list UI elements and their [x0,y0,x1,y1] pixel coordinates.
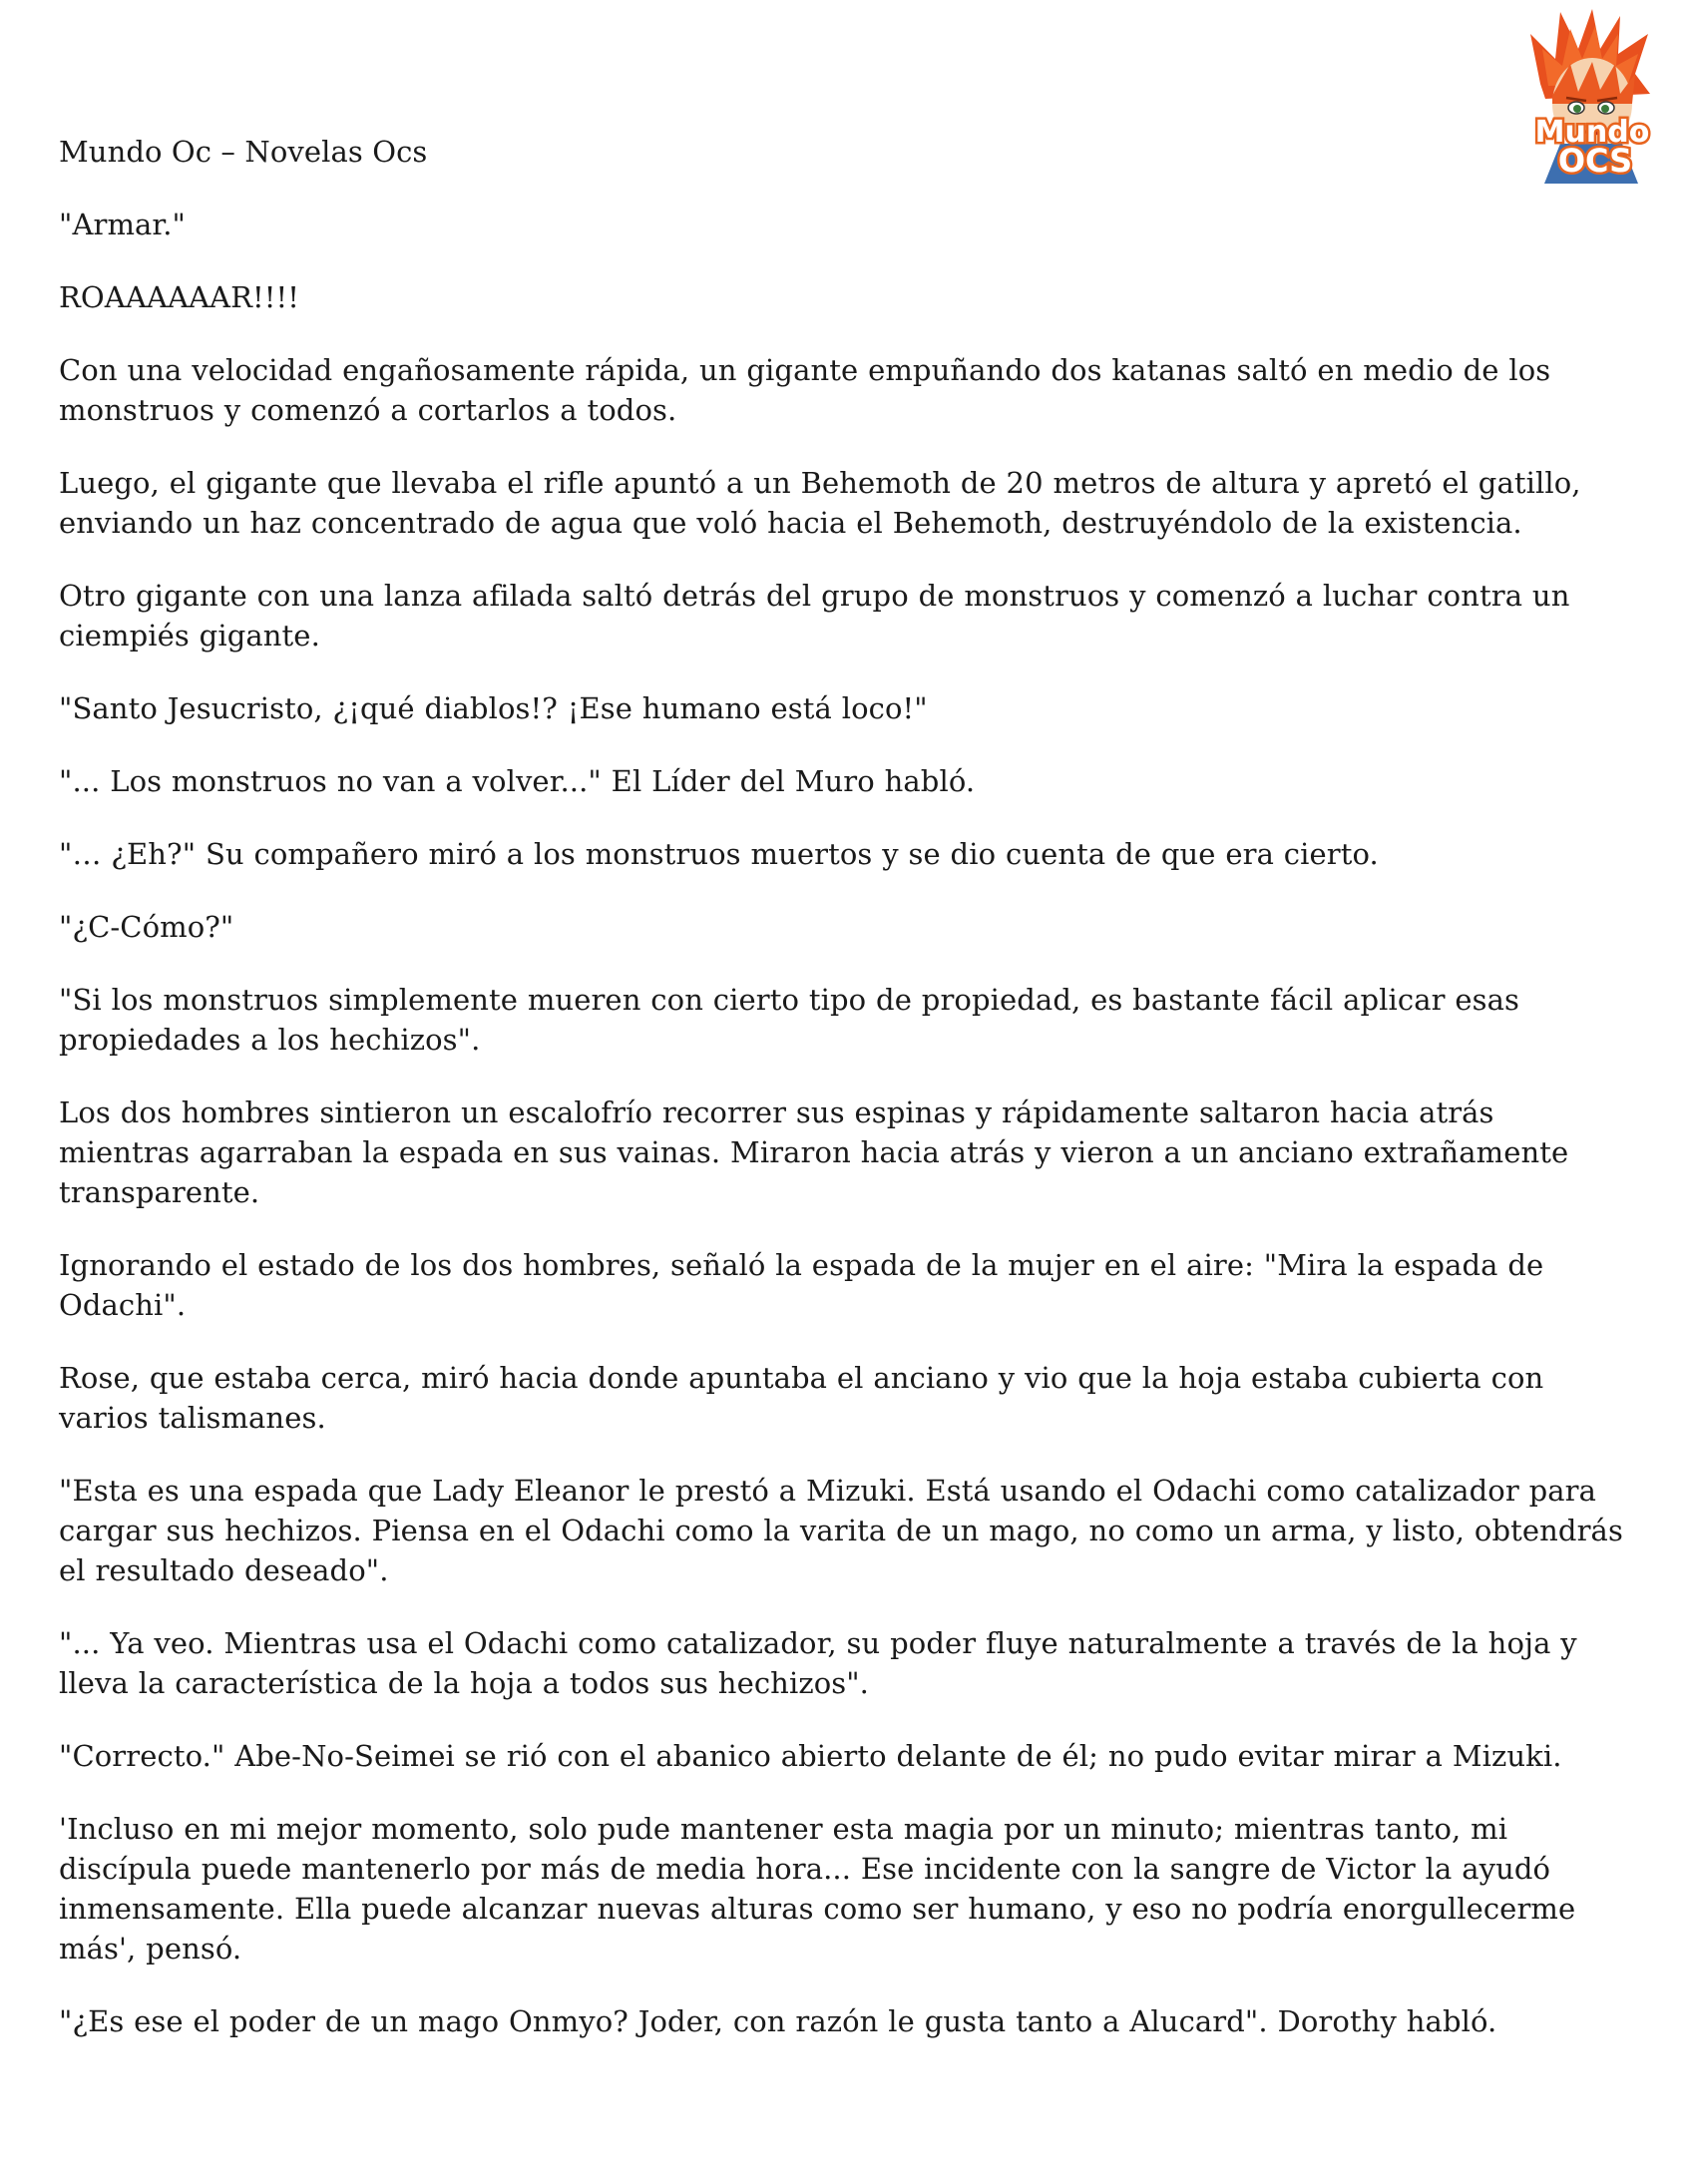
logo-text-ocs: OCS [1557,142,1633,180]
paragraph: Luego, el gigante que llevaba el rifle apuntó a un Behemoth de 20 metros de altura y apretó el gatillo, enviando un haz concentrado de agua que voló hacia el Behemoth, destruyéndolo de la existencia. [59,466,1581,540]
paragraph: "Correcto." Abe-No-Seimei se rió con el abanico abierto delante de él; no pudo evitar mirar a Mizuki. [59,1739,1562,1773]
paragraph: "Si los monstruos simplemente mueren con cierto tipo de propiedad, es bastante fácil aplicar esas propiedades a los hechizos". [59,983,1520,1057]
paragraph: "... Los monstruos no van a volver..." El Líder del Muro habló. [59,764,976,798]
paragraph: "¿Es ese el poder de un mago Onmyo? Joder, con razón le gusta tanto a Alucard". Dorothy habló. [59,2004,1497,2038]
paragraph: "Armar." [59,208,186,241]
paragraph: 'Incluso en mi mejor momento, solo pude mantener esta magia por un minuto; mientras tanto, mi discípula puede mantenerlo por más de media hora... Ese incidente con la sangre de Victor la ayudó inmensamente. Ella puede alcanzar nuevas alturas como ser humano, y eso no podría enorgullecerme más', pensó. [59,1812,1576,1966]
paragraph: "¿C-Cómo?" [59,910,234,944]
paragraph: "Santo Jesucristo, ¿¡qué diablos!? ¡Ese humano está loco!" [59,691,928,725]
paragraph: Otro gigante con una lanza afilada saltó detrás del grupo de monstruos y comenzó a luchar contra un ciempiés gigante. [59,579,1570,653]
paragraph: Con una velocidad engañosamente rápida, un gigante empuñando dos katanas saltó en medio de los monstruos y comenzó a cortarlos a todos. [59,353,1551,427]
source-header: Mundo Oc – Novelas Ocs [59,135,428,169]
paragraph: "... Ya veo. Mientras usa el Odachi como catalizador, su poder fluye naturalmente a través de la hoja y lleva la característica de la hoja a todos sus hechizos". [59,1626,1577,1700]
logo-text-mundo: Mundo [1534,115,1650,150]
paragraph: ROAAAAAAR!!!! [59,280,300,314]
mundo-ocs-logo [1500,4,1680,184]
paragraph: "Esta es una espada que Lady Eleanor le prestó a Mizuki. Está usando el Odachi como catalizador para cargar sus hechizos. Piensa en el Odachi como la varita de un mago, no como un arma, y listo, obtendrás el resultado deseado". [59,1474,1623,1587]
paragraph: Rose, que estaba cerca, miró hacia donde apuntaba el anciano y vio que la hoja estaba cubierta con varios talismanes. [59,1361,1544,1435]
paragraph: Los dos hombres sintieron un escalofrío recorrer sus espinas y rápidamente saltaron hacia atrás mientras agarraban la espada en sus vainas. Miraron hacia atrás y vieron a un anciano extrañamente transparente. [59,1095,1569,1209]
anime-mascot-icon [1500,4,1680,184]
paragraph: Ignorando el estado de los dos hombres, señaló la espada de la mujer en el aire: "Mira la espada de Odachi". [59,1248,1544,1322]
document-body [59,205,1625,2074]
paragraph: "… ¿Eh?" Su compañero miró a los monstruos muertos y se dio cuenta de que era cierto. [59,837,1379,871]
